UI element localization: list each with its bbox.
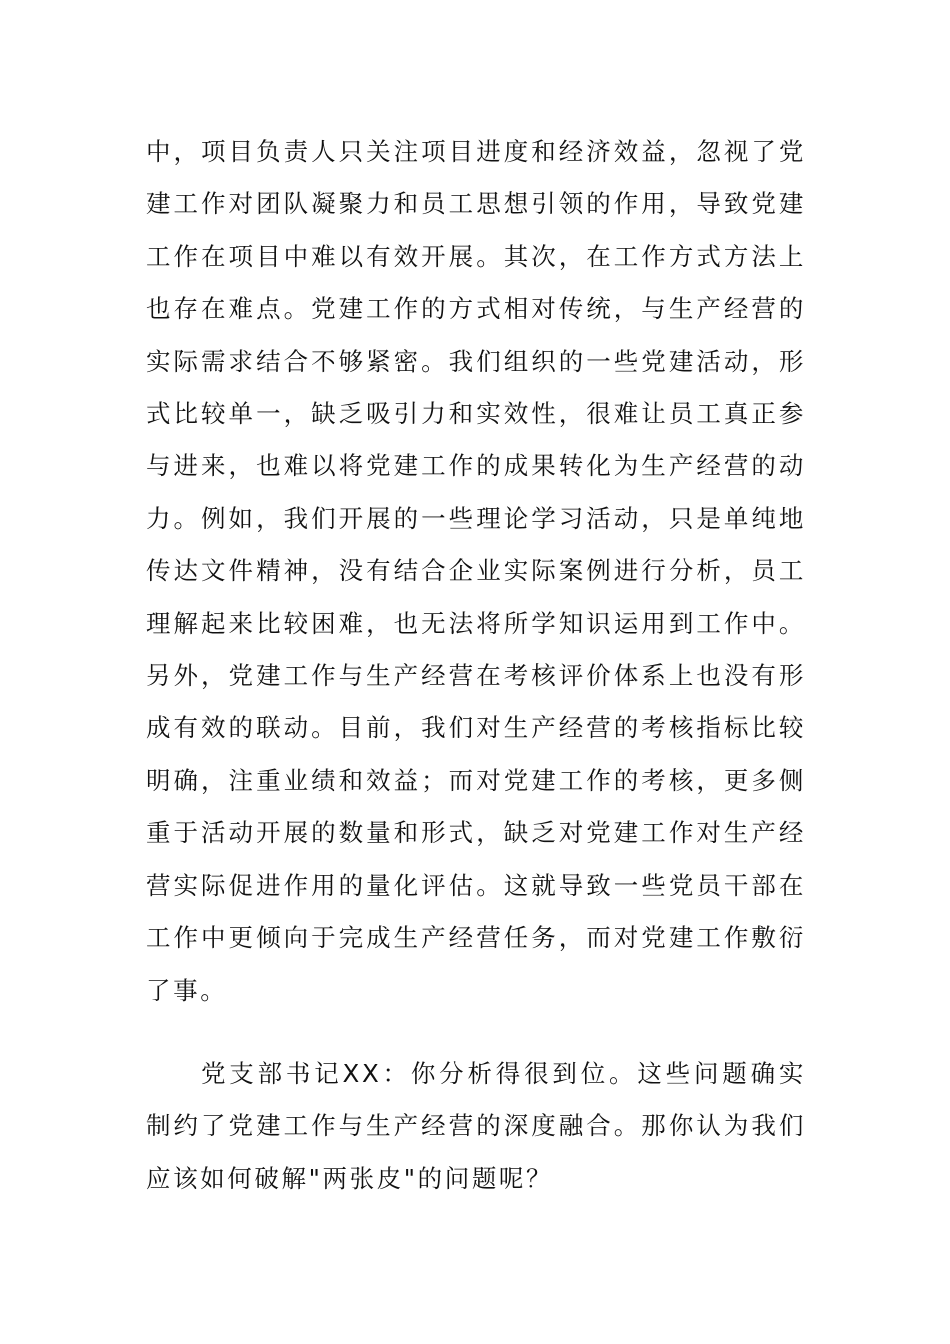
body-paragraph-continued: 中，项目负责人只关注项目进度和经济效益，忽视了党建工作对团队凝聚力和员工思想引领的作用，导致党建工作在项目中难以有效开展。其次，在工作方式方法上也存在难点。党建工作的方式相对传统，与生产经营的实际需求结合不够紧密。我们组织的一些党建活动，形式比较单一，缺乏吸引力和实效性，很难让员工真正参与进来，也难以将党建工作的成果转化为生产经营的动力。例如，我们开展的一些理论学习活动，只是单纯地传达文件精神，没有结合企业实际案例进行分析，员工理解起来比较困难，也无法将所学知识运用到工作中。另外，党建工作与生产经营在考核评价体系上也没有形成有效的联动。目前，我们对生产经营的考核指标比较明确，注重业绩和效益；而对党建工作的考核，更多侧重于活动开展的数量和形式，缺乏对党建工作对生产经营实际促进作用的量化评估。这就导致一些党员干部在工作中更倾向于完成生产经营任务，而对党建工作敷衍了事。 bbox=[146, 137, 806, 1005]
body-paragraph-party-secretary: 党支部书记XX：你分析得很到位。这些问题确实制约了党建工作与生产经营的深度融合。那你认为我们应该如何破解"两张皮"的问题呢？ bbox=[146, 1059, 806, 1193]
